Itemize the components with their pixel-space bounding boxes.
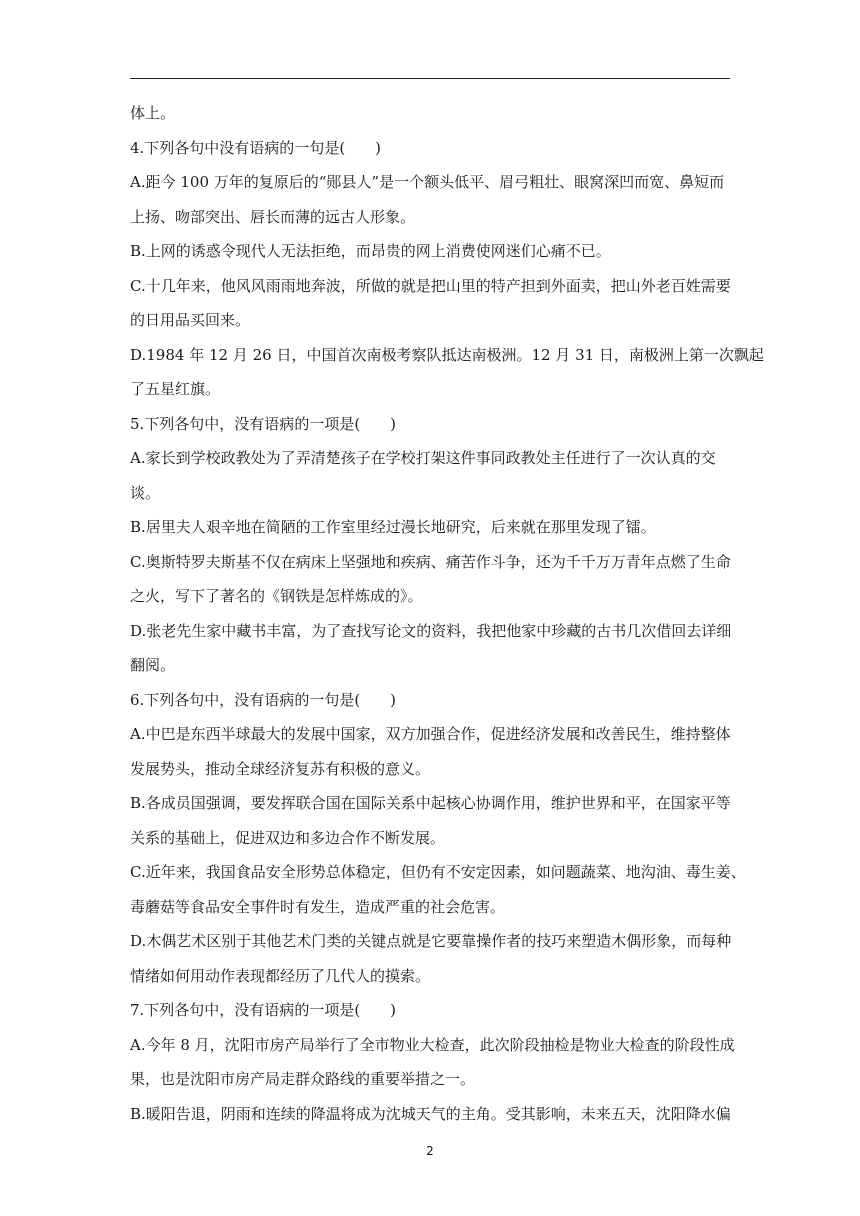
question-5-stem: 5.下列各句中，没有语病的一项是( ) <box>130 414 397 433</box>
question-5-option-b: B.居里夫人艰辛地在简陋的工作室里经过漫长地研究，后来就在那里发现了镭。 <box>130 518 656 536</box>
question-6-option-d: D.木偶艺术区别于其他艺术门类的关键点就是它要靠操作者的技巧来塑造木偶形象，而每种 <box>130 932 732 950</box>
text-line: 关系的基础上，促进双边和多边合作不断发展。 <box>130 828 446 847</box>
question-7-stem: 7.下列各句中，没有语病的一项是( ) <box>130 1001 397 1019</box>
question-6-option-a: A.中巴是东西半球最大的发展中国家，双方加强合作，促进经济发展和改善民生，维持整体 <box>130 725 731 743</box>
text-line: 的日用品买回来。 <box>130 311 251 329</box>
document-body <box>130 104 764 1139</box>
text-line: 上扬、吻部突出、唇长而薄的远古人形象。 <box>130 207 416 226</box>
text-line: 情绪如何用动作表现都经历了几代人的摸索。 <box>130 966 431 985</box>
question-4-option-d: D.1984 年 12 月 26 日，中国首次南极考察队抵达南极洲。12 月 31 日，南极洲上第一次飘起 <box>130 345 764 364</box>
text-line: 果，也是沈阳市房产局走群众路线的重要举措之一。 <box>130 1070 476 1088</box>
question-7-option-b: B.暖阳告退，阴雨和连续的降温将成为沈城天气的主角。受其影响，未来五天，沈阳降水偏 <box>130 1104 731 1123</box>
question-4-option-a: A.距今 100 万年的复原后的“郧县人”是一个额头低平、眉弓粗壮、眼窝深凹而宽、鼻短而 <box>130 173 725 191</box>
question-5-option-c: C.奥斯特罗夫斯基不仅在病床上坚强地和疾病、痛苦作斗争，还为千千万万青年点燃了生命 <box>130 552 731 571</box>
text-line: 了五星红旗。 <box>130 380 221 398</box>
question-4-option-c: C.十几年来，他风风雨雨地奔波，所做的就是把山里的特产担到外面卖，把山外老百姓需要 <box>130 276 731 295</box>
page-number: 2 <box>426 1144 434 1158</box>
question-7-option-a: A.今年 8 月，沈阳市房产局举行了全市物业大检查，此次阶段抽检是物业大检查的阶段性成 <box>130 1035 735 1054</box>
question-5-option-d: D.张老先生家中藏书丰富，为了查找写论文的资料，我把他家中珍藏的古书几次借回去详细 <box>130 621 732 640</box>
text-line: 发展势头，推动全球经济复苏有积极的意义。 <box>130 759 431 778</box>
question-6-option-c: C.近年来，我国食品安全形势总体稳定，但仍有不安定因素，如问题蔬菜、地沟油、毒生姜、 <box>130 863 746 881</box>
text-line: 毒蘑菇等食品安全事件时有发生，造成严重的社会危害。 <box>130 897 506 916</box>
text-line: 谈。 <box>130 483 161 502</box>
question-6-option-b: B.各成员国强调，要发挥联合国在国际关系中起核心协调作用，维护世界和平，在国家平等 <box>130 794 731 812</box>
text-line: 翻阅。 <box>130 656 176 674</box>
question-4-option-b: B.上网的诱惑令现代人无法拒绝，而昂贵的网上消费使网迷们心痛不已。 <box>130 242 611 260</box>
header-rule <box>130 78 730 79</box>
question-4-stem: 4.下列各句中没有语病的一句是( ) <box>130 138 382 157</box>
question-5-option-a: A.家长到学校政教处为了弄清楚孩子在学校打架这件事同政教处主任进行了一次认真的交 <box>130 449 716 467</box>
text-line: 之火，写下了著名的《钢铁是怎样炼成的》。 <box>130 587 423 605</box>
question-6-stem: 6.下列各句中，没有语病的一句是( ) <box>130 690 397 709</box>
text-line: 体上。 <box>130 104 176 122</box>
